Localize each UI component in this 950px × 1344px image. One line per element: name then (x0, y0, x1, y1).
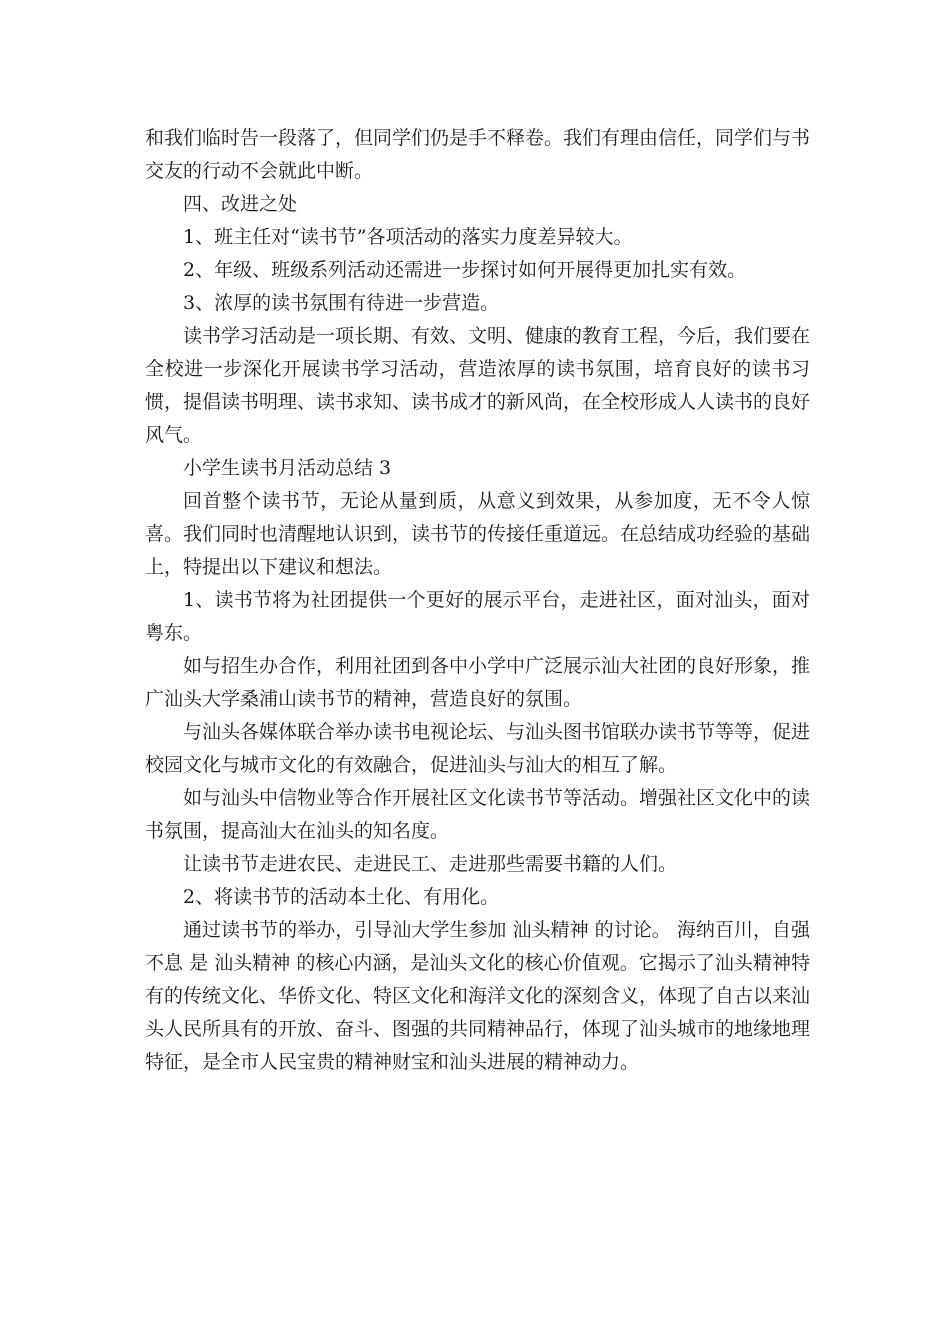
paragraph-community: 如与汕头中信物业等合作开展社区文化读书节等活动。增强社区文化中的读书氛围，提高汕大在汕头的知名度。 (145, 787, 811, 842)
paragraph-admissions: 如与招生办合作，利用社团到各中小学中广泛展示汕大社团的良好形象，推广汕头大学桑浦山读书节的精神，营造良好的氛围。 (145, 655, 811, 710)
paragraph-media: 与汕头各媒体联合举办读书电视论坛、与汕头图书馆联办读书节等等，促进校园文化与城市文化的有效融合，促进汕头与汕大的相互了解。 (145, 721, 811, 776)
paragraph-review: 回首整个读书节，无论从量到质，从意义到效果，从参加度，无不令人惊喜。我们同时也清醒地认识到，读书节的传接任重道远。在总结成功经验的基础上，特提出以下建议和想法。 (145, 490, 811, 578)
list-item-1: 1、班主任对“读书节”各项活动的落实力度差异较大。 (183, 226, 633, 248)
suggestion-2: 2、将读书节的活动本土化、有用化。 (183, 886, 500, 908)
document-page (145, 122, 810, 1079)
section-heading-improvements: 四、改进之处 (183, 193, 298, 215)
list-item-2: 2、年级、班级系列活动还需进一步探讨如何开展得更加扎实有效。 (183, 259, 747, 281)
section-title-summary-3: 小学生读书月活动总结 3 (183, 457, 392, 479)
list-item-3: 3、浓厚的读书氛围有待进一步营造。 (183, 292, 500, 314)
paragraph-1: 和我们临时告一段落了，但同学们仍是手不释卷。我们有理由信任，同学们与书交友的行动不会就此中断。 (145, 127, 811, 182)
suggestion-1: 1、读书节将为社团提供一个更好的展示平台，走进社区，面对汕头，面对粤东。 (145, 589, 810, 644)
paragraph-conclusion: 读书学习活动是一项长期、有效、文明、健康的教育工程，今后，我们要在全校进一步深化开展读书学习活动，营造浓厚的读书氛围，培育良好的读书习惯，提倡读书明理、读书求知、读书成才的新风尚，在全校形成人人读书的良好风气。 (145, 325, 811, 446)
paragraph-shantou-spirit: 通过读书节的举办，引导汕大学生参加 汕头精神 的讨论。 海纳百川，自强不息 是 汕头精神 的核心内涵，是汕头文化的核心价值观。它揭示了汕头精神特有的传统文化、华侨文化、特区文化和海洋文化的深刻含义，体现了自古以来汕头人民所具有的开放、奋斗、图强的共同精神品行，体现了汕头城市的地缘地理特征，是全市人民宝贵的精神财宝和汕头进展的精神动力。 (145, 919, 811, 1073)
paragraph-outreach: 让读书节走进农民、走进民工、走进那些需要书籍的人们。 (183, 853, 678, 875)
